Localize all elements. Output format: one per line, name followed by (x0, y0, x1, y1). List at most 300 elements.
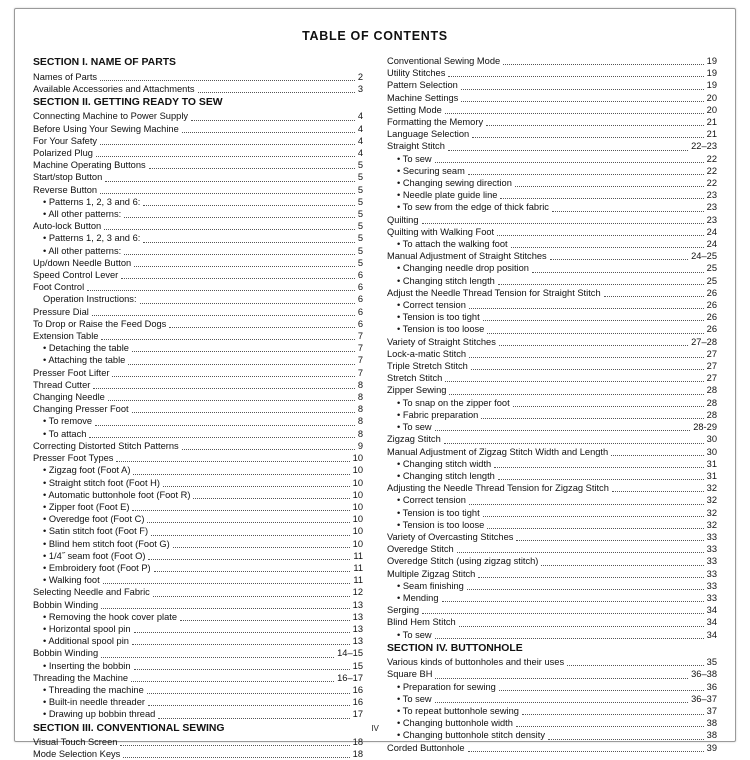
toc-entry-label: Triple Stretch Stitch (387, 361, 468, 372)
toc-page-number: 5 (357, 160, 363, 171)
toc-entry[interactable] (33, 171, 363, 183)
toc-leader-dots (498, 478, 704, 480)
toc-page-number: 5 (357, 172, 363, 183)
toc-entry[interactable] (387, 543, 717, 555)
toc-entry[interactable] (33, 428, 363, 440)
toc-page-number: 24 (706, 239, 717, 250)
toc-page-number: 8 (357, 404, 363, 415)
toc-entry[interactable] (387, 275, 717, 287)
toc-entry[interactable] (387, 433, 717, 445)
toc-page-number: 19 (706, 56, 717, 66)
toc-entry-label: • Overedge foot (Foot C) (43, 514, 145, 525)
toc-leader-dots (500, 197, 703, 199)
toc-leader-dots (487, 527, 703, 529)
toc-entry-label: • Changing stitch width (397, 458, 492, 469)
toc-entry-label: Threading the Machine (33, 672, 129, 683)
toc-entry-label: • To remove (43, 416, 93, 427)
toc-entry[interactable] (33, 147, 363, 159)
toc-entry-label: Adjust the Needle Thread Tension for Straight Stitch (387, 287, 601, 298)
toc-leader-dots (511, 246, 704, 248)
toc-page-number: 35 (706, 657, 717, 668)
toc-leader-dots (132, 509, 349, 511)
toc-entry-label: • Changing stitch length (397, 275, 495, 286)
toc-page-number: 33 (706, 592, 717, 603)
toc-entry[interactable] (33, 196, 363, 208)
toc-entry[interactable] (33, 538, 363, 550)
toc-entry[interactable] (33, 748, 363, 760)
toc-page-number: 20 (706, 92, 717, 103)
toc-page-number: 19 (706, 68, 717, 79)
toc-leader-dots (100, 143, 355, 145)
toc-leader-dots (478, 576, 703, 578)
toc-entry[interactable] (387, 104, 717, 116)
toc-entry[interactable] (33, 489, 363, 501)
toc-entry-label: • Attaching the table (43, 355, 126, 366)
toc-leader-dots (153, 595, 350, 597)
toc-page-number: 30 (706, 434, 717, 445)
toc-entry[interactable] (387, 128, 717, 140)
toc-leader-dots (179, 68, 360, 69)
toc-entry-label: For Your Safety (33, 135, 98, 146)
toc-page-number: 7 (357, 367, 363, 378)
toc-leader-dots (435, 161, 704, 163)
toc-leader-dots (132, 350, 355, 352)
toc-entry[interactable] (387, 482, 717, 494)
toc-page-number: 33 (706, 544, 717, 555)
toc-page-number: 27 (706, 373, 717, 384)
toc-entry-label: Connecting Machine to Power Supply (33, 111, 189, 122)
toc-entry-label: • Automatic buttonhole foot (Foot R) (43, 489, 191, 500)
toc-entry[interactable] (33, 208, 363, 220)
toc-leader-dots (191, 119, 355, 121)
toc-entry[interactable] (387, 299, 717, 311)
toc-leader-dots (461, 88, 704, 90)
toc-page-number: 17 (352, 709, 363, 720)
toc-entry[interactable] (33, 306, 363, 318)
toc-entry[interactable] (387, 742, 717, 754)
toc-leader-dots (444, 442, 704, 444)
toc-page-number: 27 (706, 361, 717, 372)
toc-entry[interactable] (33, 342, 363, 354)
toc-entry-label: • Walking foot (43, 575, 100, 586)
toc-leader-dots (149, 167, 355, 169)
toc-page-number: 6 (357, 318, 363, 329)
toc-entry-label: • Tension is too tight (397, 507, 480, 518)
toc-entry[interactable] (33, 736, 363, 748)
toc-page-number: 36–38 (691, 669, 717, 680)
toc-page-number: 34 (706, 629, 717, 640)
toc-entry[interactable] (33, 135, 363, 147)
toc-entry[interactable] (387, 668, 717, 680)
toc-entry[interactable] (33, 501, 363, 513)
toc-entry[interactable] (387, 153, 717, 165)
toc-leader-dots (422, 612, 704, 614)
toc-page-number: 10 (352, 477, 363, 488)
toc-leader-dots (522, 713, 704, 715)
toc-entry[interactable] (387, 629, 717, 641)
toc-leader-dots (173, 546, 350, 548)
toc-entry-label: • Threading the machine (43, 684, 144, 695)
toc-leader-dots (481, 417, 703, 419)
toc-page-number: 28 (706, 397, 717, 408)
toc-entry-label: Overedge Stitch (using zigzag stitch) (387, 556, 539, 567)
toc-entry[interactable] (387, 592, 717, 604)
toc-entry[interactable] (387, 116, 717, 128)
toc-leader-dots (552, 210, 704, 212)
toc-page-number: 26 (706, 300, 717, 311)
toc-entry[interactable] (387, 140, 717, 152)
toc-entry[interactable] (387, 458, 717, 470)
toc-leader-dots (124, 253, 355, 255)
page-sheet (14, 8, 736, 760)
toc-leader-dots (124, 216, 355, 218)
toc-entry[interactable] (387, 604, 717, 616)
toc-leader-dots (604, 295, 704, 297)
toc-leader-dots (101, 338, 354, 340)
toc-page-number: 10 (352, 489, 363, 500)
toc-entry-label: • Patterns 1, 2, 3 and 6: (43, 233, 141, 244)
toc-page-number: 10 (352, 526, 363, 537)
toc-entry-label: Changing Presser Foot (33, 404, 129, 415)
toc-entry[interactable] (33, 696, 363, 708)
toc-entry-label: • Tension is too tight (397, 312, 480, 323)
toc-page-number: 32 (706, 495, 717, 506)
toc-entry[interactable] (33, 550, 363, 562)
toc-leader-dots (103, 582, 351, 584)
toc-entry[interactable] (33, 71, 363, 83)
toc-page-number: 8 (357, 416, 363, 427)
toc-page-number: 5 (357, 221, 363, 232)
toc-entry[interactable] (33, 525, 363, 537)
toc-entry[interactable] (33, 281, 363, 293)
toc-entry[interactable] (33, 562, 363, 574)
toc-page-number: 33 (706, 580, 717, 591)
toc-entry-label: SECTION I. NAME OF PARTS (33, 57, 176, 68)
toc-entry[interactable] (33, 586, 363, 598)
toc-leader-dots (422, 222, 704, 224)
toc-leader-dots (467, 588, 704, 590)
toc-entry-label: • Changing buttonhole width (397, 718, 513, 729)
toc-entry[interactable] (33, 220, 363, 232)
toc-entry-label: • Fabric preparation (397, 409, 479, 420)
toc-entry-label: Square BH (387, 669, 433, 680)
toc-entry[interactable] (387, 226, 717, 238)
toc-entry-label: • Changing stitch length (397, 470, 495, 481)
toc-entry[interactable] (387, 397, 717, 409)
toc-entry[interactable] (33, 232, 363, 244)
toc-leader-dots (134, 265, 355, 267)
toc-leader-dots (499, 344, 688, 346)
toc-entry[interactable] (387, 470, 717, 482)
toc-entry-label: Pressure Dial (33, 306, 89, 317)
toc-entry-label: • To sew (397, 422, 432, 433)
toc-leader-dots (104, 228, 355, 230)
toc-leader-dots (87, 289, 355, 291)
toc-entry[interactable] (387, 214, 717, 226)
toc-page-number: 15 (352, 660, 363, 671)
toc-entry[interactable] (33, 574, 363, 586)
toc-entry[interactable] (387, 311, 717, 323)
page-number: IV (371, 724, 379, 733)
toc-entry[interactable] (33, 684, 363, 696)
toc-entry-label: Various kinds of buttonholes and their uses (387, 657, 565, 668)
toc-leader-dots (133, 473, 349, 475)
toc-entry[interactable] (33, 159, 363, 171)
toc-leader-dots (132, 411, 355, 413)
toc-entry-label: • To sew (397, 629, 432, 640)
toc-right-column (387, 55, 717, 753)
toc-entry[interactable] (387, 55, 717, 67)
toc-page-number: 5 (357, 245, 363, 256)
toc-page-number: 26 (706, 324, 717, 335)
toc-entry[interactable] (33, 672, 363, 684)
toc-entry[interactable] (387, 446, 717, 458)
toc-entry-label: • Satin stitch foot (Foot F) (43, 526, 149, 537)
toc-leader-dots (143, 204, 355, 206)
toc-leader-dots (158, 717, 349, 719)
toc-page-number: 23 (706, 214, 717, 225)
toc-page-number: 11 (353, 550, 363, 561)
toc-entry[interactable] (387, 348, 717, 360)
toc-page-number: 31 (706, 470, 717, 481)
toc-leader-dots (163, 485, 350, 487)
toc-entry-label: Selecting Needle and Fabric (33, 587, 150, 598)
toc-leader-dots (469, 307, 704, 309)
toc-entry[interactable] (387, 262, 717, 274)
toc-leader-dots (435, 677, 688, 679)
toc-entry[interactable] (33, 257, 363, 269)
toc-leader-dots (148, 704, 350, 706)
toc-entry[interactable] (33, 708, 363, 720)
toc-page-number: 10 (352, 501, 363, 512)
toc-entry-label: Before Using Your Sewing Machine (33, 123, 179, 134)
toc-entry[interactable] (387, 409, 717, 421)
toc-entry-label: SECTION III. CONVENTIONAL SEWING (33, 722, 225, 734)
toc-entry-label: Bobbin Winding (33, 599, 99, 610)
toc-entry[interactable] (387, 372, 717, 384)
toc-page-number: 2 (357, 71, 363, 82)
toc-entry[interactable] (33, 354, 363, 366)
toc-entry[interactable] (33, 123, 363, 135)
toc-entry[interactable] (33, 477, 363, 489)
toc-page-number: 4 (357, 123, 363, 134)
toc-leader-dots (567, 664, 704, 666)
toc-page-number: 4 (357, 111, 363, 122)
toc-entry[interactable] (387, 360, 717, 372)
toc-entry-label: • Tension is too loose (397, 324, 485, 335)
toc-entry[interactable] (387, 494, 717, 506)
toc-entry[interactable] (33, 611, 363, 623)
toc-page-number: 31 (706, 458, 717, 469)
toc-entry[interactable] (33, 379, 363, 391)
toc-entry[interactable] (33, 513, 363, 525)
toc-leader-dots (445, 380, 703, 382)
toc-entry[interactable] (387, 555, 717, 567)
toc-entry[interactable] (33, 391, 363, 403)
toc-leader-dots (132, 643, 350, 645)
toc-entry[interactable] (33, 184, 363, 196)
toc-entry[interactable] (33, 83, 363, 95)
toc-leader-dots (541, 564, 703, 566)
toc-entry-label: Utility Stitches (387, 68, 446, 79)
toc-entry[interactable] (387, 336, 717, 348)
toc-page-number: 36–37 (691, 693, 717, 704)
toc-leader-dots (147, 692, 350, 694)
toc-entry[interactable] (387, 384, 717, 396)
page-title: TABLE OF CONTENTS (302, 29, 448, 43)
toc-leader-dots (226, 107, 360, 108)
toc-entry[interactable] (33, 623, 363, 635)
toc-entry[interactable] (387, 705, 717, 717)
toc-entry[interactable] (387, 616, 717, 628)
toc-page-number: 36 (706, 681, 717, 692)
toc-entry-label: Manual Adjustment of Straight Stitches (387, 251, 547, 262)
toc-page-number: 22 (706, 178, 717, 189)
toc-entry[interactable] (33, 660, 363, 672)
toc-page-number: 32 (706, 507, 717, 518)
toc-entry-label: • Detaching the table (43, 343, 129, 354)
toc-entry-label: Up/down Needle Button (33, 257, 132, 268)
toc-entry[interactable] (33, 647, 363, 659)
toc-leader-dots (612, 490, 704, 492)
toc-entry-label: • All other patterns: (43, 209, 122, 220)
toc-entry-label: • Additional spool pin (43, 636, 129, 647)
toc-section-heading[interactable] (33, 56, 363, 71)
toc-page-number: 14–15 (337, 648, 363, 659)
toc-leader-dots (169, 326, 355, 328)
toc-page-number: 23 (706, 190, 717, 201)
toc-page-number: 5 (357, 196, 363, 207)
toc-leader-dots (105, 180, 355, 182)
toc-entry[interactable] (387, 531, 717, 543)
toc-leader-dots (494, 466, 703, 468)
toc-entry[interactable] (33, 635, 363, 647)
toc-page-number: 12 (352, 587, 363, 598)
toc-entry-label: • Patterns 1, 2, 3 and 6: (43, 196, 141, 207)
toc-entry[interactable] (387, 323, 717, 335)
toc-entry-label: • Seam finishing (397, 580, 464, 591)
toc-leader-dots (193, 497, 349, 499)
toc-entry[interactable] (33, 330, 363, 342)
toc-entry-label: • Mending (397, 592, 439, 603)
toc-entry[interactable] (33, 440, 363, 452)
toc-entry[interactable] (33, 245, 363, 257)
toc-page-number: 38 (706, 730, 717, 741)
toc-entry[interactable] (387, 189, 717, 201)
toc-leader-dots (513, 405, 704, 407)
toc-entry-label: Stretch Stitch (387, 373, 443, 384)
toc-entry-label: • Correct tension (397, 300, 466, 311)
toc-entry-label: • Changing sewing direction (397, 178, 512, 189)
toc-entry[interactable] (33, 599, 363, 611)
toc-entry-label: Presser Foot Types (33, 453, 114, 464)
toc-entry-label: • Zipper foot (Foot E) (43, 501, 130, 512)
toc-entry[interactable] (33, 367, 363, 379)
toc-leader-dots (131, 680, 334, 682)
toc-page-number: 10 (352, 453, 363, 464)
toc-entry[interactable] (387, 421, 717, 433)
toc-entry[interactable] (387, 79, 717, 91)
toc-entry[interactable] (33, 403, 363, 415)
toc-leader-dots (100, 192, 355, 194)
toc-page-number: 11 (353, 575, 363, 586)
toc-leader-dots (108, 399, 355, 401)
toc-entry-label: • To repeat buttonhole sewing (397, 706, 519, 717)
toc-leader-dots (95, 424, 355, 426)
toc-leader-dots (92, 314, 355, 316)
toc-entry[interactable] (387, 568, 717, 580)
toc-entry[interactable] (33, 293, 363, 305)
toc-leader-dots (182, 131, 355, 133)
toc-leader-dots (468, 750, 704, 752)
toc-entry[interactable] (387, 201, 717, 213)
toc-entry-label: • Changing needle drop position (397, 263, 529, 274)
toc-entry[interactable] (33, 464, 363, 476)
toc-section-heading[interactable] (33, 96, 363, 111)
toc-entry-label: • Securing seam (397, 165, 465, 176)
toc-entry-label: • Blind hem stitch foot (Foot G) (43, 538, 170, 549)
toc-entry[interactable] (387, 580, 717, 592)
toc-leader-dots (469, 356, 704, 358)
toc-entry[interactable] (387, 165, 717, 177)
toc-entry[interactable] (387, 177, 717, 189)
toc-leader-dots (116, 460, 349, 462)
toc-page-number: 5 (357, 184, 363, 195)
toc-entry[interactable] (33, 452, 363, 464)
toc-entry-label: • Horizontal spool pin (43, 623, 131, 634)
toc-page-number: 7 (357, 355, 363, 366)
toc-entry[interactable] (387, 519, 717, 531)
toc-entry[interactable] (387, 693, 717, 705)
toc-page-number: 7 (357, 343, 363, 354)
toc-entry[interactable] (33, 110, 363, 122)
toc-entry-label: Quilting with Walking Foot (387, 226, 495, 237)
toc-entry[interactable] (387, 67, 717, 79)
toc-page-number: 13 (352, 611, 363, 622)
toc-entry[interactable] (387, 287, 717, 299)
toc-entry[interactable] (387, 681, 717, 693)
toc-entry-label: Zipper Sewing (387, 385, 447, 396)
toc-page-number: 7 (357, 331, 363, 342)
toc-page-number: 10 (352, 514, 363, 525)
toc-entry-label: • Embroidery foot (Foot P) (43, 562, 151, 573)
toc-entry[interactable] (387, 92, 717, 104)
toc-entry[interactable] (33, 269, 363, 281)
toc-leader-dots (151, 534, 350, 536)
toc-leader-dots (515, 185, 704, 187)
toc-entry[interactable] (33, 318, 363, 330)
toc-section-heading[interactable] (387, 642, 717, 657)
toc-entry[interactable] (387, 250, 717, 262)
toc-page-number: 22 (706, 165, 717, 176)
toc-entry-label: Serging (387, 605, 420, 616)
toc-leader-dots (134, 631, 350, 633)
toc-entry-label: Quilting (387, 214, 419, 225)
toc-page-number: 33 (706, 531, 717, 542)
toc-entry[interactable] (387, 656, 717, 668)
toc-leader-dots (96, 155, 355, 157)
toc-leader-dots (483, 515, 704, 517)
toc-leader-dots (123, 756, 349, 758)
toc-entry-label: Zigzag Stitch (387, 434, 441, 445)
toc-entry-label: Thread Cutter (33, 379, 91, 390)
toc-entry[interactable] (387, 507, 717, 519)
toc-entry[interactable] (33, 415, 363, 427)
toc-page-number: 38 (706, 718, 717, 729)
toc-entry[interactable] (387, 238, 717, 250)
toc-page-number: 16 (352, 684, 363, 695)
toc-page-number: 27–28 (691, 336, 717, 347)
